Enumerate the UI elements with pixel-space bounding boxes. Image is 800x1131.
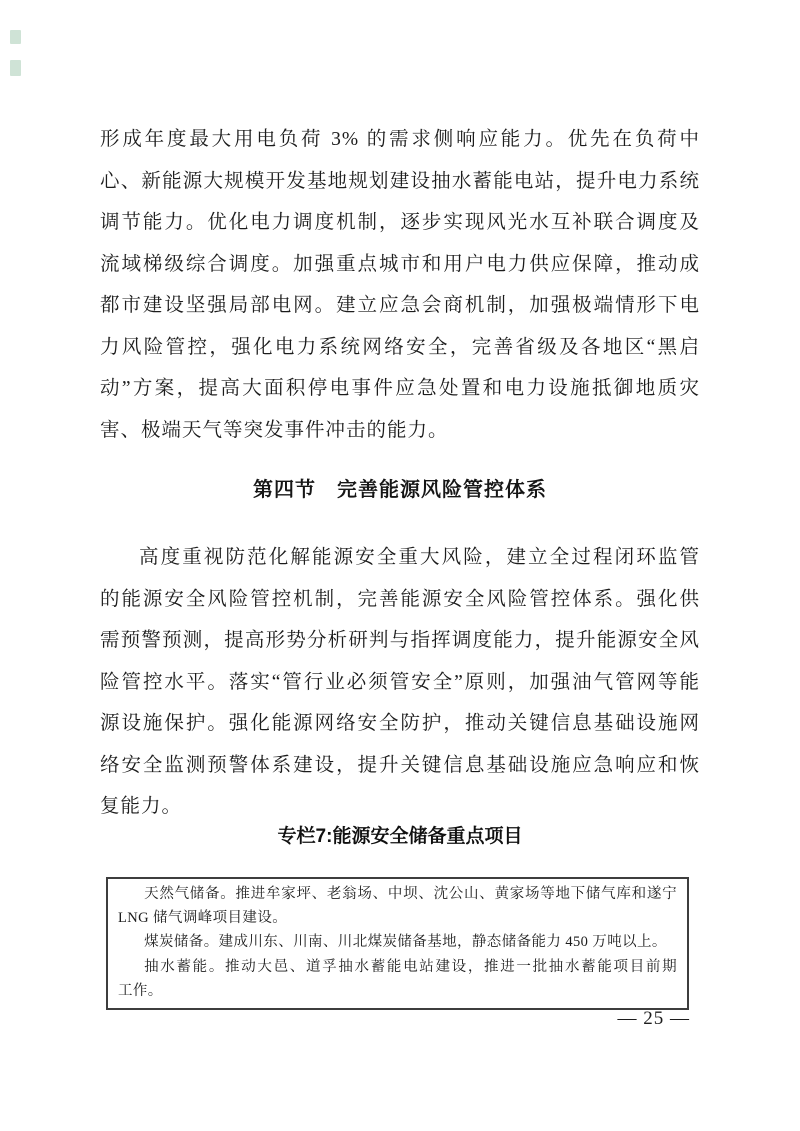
text-line: 抽水蓄能。推动大邑、道孚抽水蓄能电站建设，推进一批抽水蓄能项目前期: [144, 958, 677, 975]
text-line: 源设施保护。强化能源网络安全防护，推动关键信息基础设施网: [100, 713, 700, 734]
page-number: — 25 —: [617, 1008, 690, 1029]
text-line: 调节能力。优化电力调度机制，逐步实现风光水互补联合调度及: [100, 212, 700, 233]
body-paragraph-2: [100, 537, 700, 828]
text-line: 煤炭储备。建成川东、川南、川北煤炭储备基地，静态储备能力 450 万吨以上。: [144, 934, 667, 951]
text-line: 力风险管控，强化电力系统网络安全，完善省级及各地区“黑启: [100, 336, 700, 358]
text-line: 心、新能源大规模开发基地规划建设抽水蓄能电站，提升电力系统: [100, 170, 700, 192]
text-line: 复能力。: [100, 796, 183, 817]
text-line: 的能源安全风险管控机制，完善能源安全风险管控体系。强化供: [100, 588, 700, 610]
text-line: 害、极端天气等突发事件冲击的能力。: [100, 419, 449, 441]
text-line: 络安全监测预警体系建设，提升关键信息基础设施应急响应和恢: [100, 754, 700, 776]
text-line: 形成年度最大用电负荷 3% 的需求侧响应能力。优先在负荷中: [100, 129, 700, 150]
callout-box: [106, 877, 689, 1010]
text-line: LNG 储气调峰项目建设。: [118, 910, 288, 927]
text-line: 险管控水平。落实“管行业必须管安全”原则，加强油气管网等能: [100, 671, 700, 693]
callout-box-title: 专栏7:能源安全储备重点项目: [277, 826, 523, 847]
text-line: 需预警预测，提高形势分析研判与指挥调度能力，提升能源安全风: [100, 630, 700, 651]
text-line: 工作。: [118, 982, 163, 999]
text-line: 动”方案，提高大面积停电事件应急处置和电力设施抵御地质灾: [100, 378, 700, 399]
text-line: 都市建设坚强局部电网。建立应急会商机制，加强极端情形下电: [100, 295, 700, 316]
section-heading: 第四节 完善能源风险管控体系: [253, 479, 547, 501]
text-line: 流域梯级综合调度。加强重点城市和用户电力供应保障，推动成: [100, 253, 700, 275]
scan-artifact-top: [10, 30, 21, 44]
text-line: 天然气储备。推进牟家坪、老翁场、中坝、沈公山、黄家场等地下储气库和遂宁: [144, 886, 677, 902]
text-line: 高度重视防范化解能源安全重大风险，建立全过程闭环监管: [139, 547, 700, 568]
body-paragraph-1: [100, 119, 700, 451]
scan-artifact-bottom: [10, 60, 21, 76]
